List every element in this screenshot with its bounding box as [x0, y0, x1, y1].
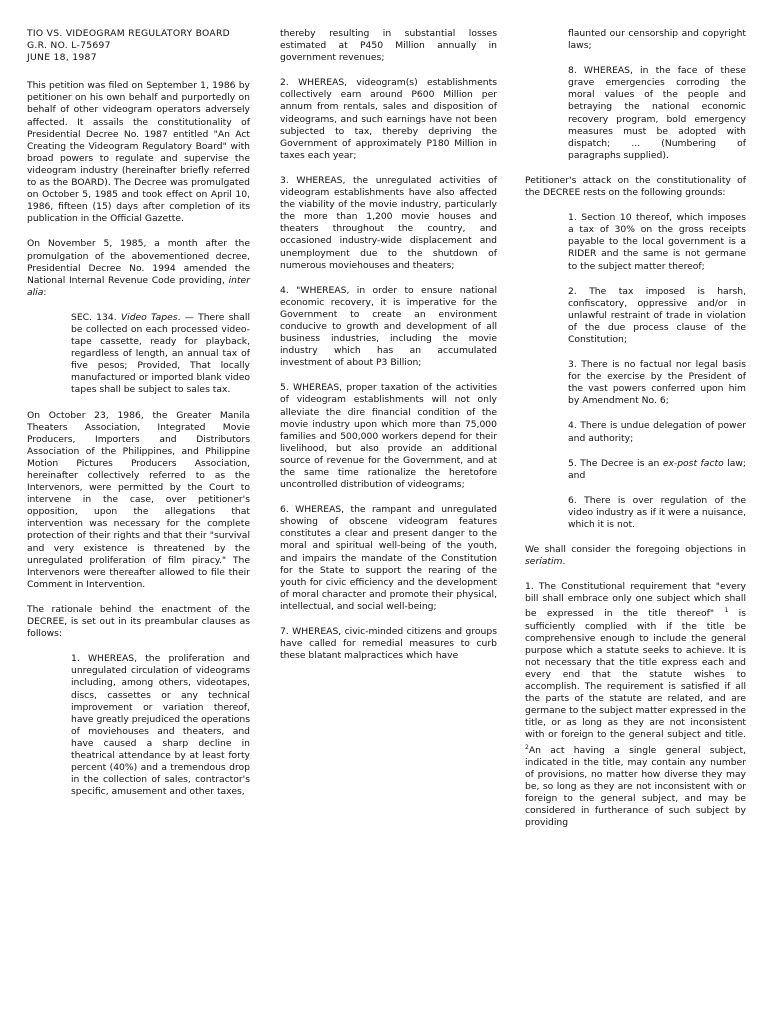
paragraph-title-requirement [525, 581, 746, 829]
emphasis: inter alia [27, 274, 250, 298]
paragraph-intervenors: On October 23, 1986, the Greater Manila Theaters Association, Integrated Movie Producers, Importers and Distributors Association of the Philippines, and Philippine Motion Pictures Producers Association, hereinafter collectively referred to as the Intervenors, were permitted by the Court to intervene in the case, over petitioner's opposition, upon the allegations that intervention was necessary for the complete protection of their rights and that their "survival and very existence is threatened by the unregulated proliferation of film piracy." The Intervenors were thereafter allowed to file their Comment in Intervention. [27, 409, 250, 590]
whereas-clause-5: 5. WHEREAS, proper taxation of the activities of videogram establishments will not only alleviate the dire financial condition of the movie industry upon which more than 75,000 families and 500,000 workers depend for their livelihood, but also provide an additional source of revenue for the Government, and at the same time rationalize the heretofore uncontrolled distribution of videograms; [280, 382, 497, 491]
ground-4: 4. There is undue delegation of power and authority; [568, 420, 746, 444]
text: On November 5, 1985, a month after the promulgation of the abovementioned decree, Presidential Decree No. 1994 amended the National Internal Revenue Code providing, [27, 238, 250, 286]
emphasis: seriatim [525, 556, 563, 568]
text: We shall consider the foregoing objections in [525, 544, 746, 556]
paragraph-rationale: The rationale behind the enactment of the DECREE, is set out in its preambular clauses as follows: [27, 603, 250, 640]
paragraph-seriatim [525, 544, 746, 568]
case-header [27, 28, 250, 64]
ground-5 [568, 458, 746, 482]
text: SEC. 134. [71, 311, 121, 323]
footnote-ref[interactable]: 2 [525, 743, 529, 751]
text: is sufficiently complied with if the title be comprehensive enough to include the general purpose which a statute seeks to achieve. It is not necessary that the title express each and every end that the statute wishes to accomplish. The requirement is satisfied if all the parts of the statute are related, and are germane to the subject matter expressed in the title, or as long as they are not inconsistent with or foreign to the general subject and title. [525, 608, 746, 741]
column-1 [27, 28, 250, 811]
whereas-clause-6: 6. WHEREAS, the rampant and unregulated showing of obscene videogram features constitutes a clear and present danger to the moral and spiritual well-being of the youth, and impairs the mandate of the Constitution for the State to support the rearing of the youth for civic efficiency and the development of moral character and promote their physical, intellectual, and social well-being; [280, 504, 497, 612]
case-number: G.R. NO. L-75697 [27, 40, 111, 52]
ground-6: 6. There is over regulation of the video industry as if it were a nuisance, which it is not. [568, 494, 746, 530]
whereas-clause-2: 2. WHEREAS, videogram(s) establishments collectively earn around P600 Million per annum from rentals, sales and disposition of videograms, and such earnings have not been subjected to tax, thereby depriving the Government of approximately P180 Million in taxes each year; [280, 77, 497, 161]
footnote-ref[interactable]: 1 [724, 607, 729, 615]
text: : [43, 286, 47, 298]
whereas-clause-8: 8. WHEREAS, in the face of these grave emergencies corroding the moral values of the people and betraying the national economic recovery program, bold emergency measures must be adopted with dispatch; ... (Numbering of paragraphs supplied). [568, 65, 746, 161]
paragraph-attack: Petitioner's attack on the constitutionality of the DECREE rests on the following grounds: [525, 174, 746, 199]
text: . — There shall be collected on each processed video-tape cassette, ready for playback, regardless of length, an annual tax of five pesos; Provided, That locally manufactured or imported blank video tapes shall be subject to sales tax. [71, 311, 250, 396]
case-title: TIO VS. VIDEOGRAM REGULATORY BOARD [27, 28, 231, 39]
text: law; and [568, 457, 746, 481]
emphasis: Video Tapes [120, 311, 178, 323]
quoted-section-134 [71, 312, 250, 397]
whereas-clause-7-continued: flaunted our censorship and copyright laws; [568, 28, 746, 52]
ground-3: 3. There is no factual nor legal basis for the exercise by the President of the vast powers conferred upon him by Amendment No. 6; [568, 359, 746, 407]
text: . [562, 556, 566, 568]
case-date: JUNE 18, 1987 [27, 52, 97, 64]
text: 1. The Constitutional requirement that "every bill shall embrace only one subject which shall be expressed in the title thereof" [525, 581, 746, 620]
paragraph-petition: This petition was filed on September 1, 1986 by petitioner on his own behalf and purportedly on behalf of other videogram operators adversely affected. It assails the constitutionality of Presidential Decree No. 1987 entitled "An Act Creating the Videogram Regulatory Board" with broad powers to regulate and supervise the videogram industry (hereinafter briefly referred to as the BOARD). The Decree was promulgated on October 5, 1985 and took effect on April 10, 1986, fifteen (15) days after completion of its publication in the Official Gazette. [27, 80, 250, 225]
whereas-clause-7: 7. WHEREAS, civic-minded citizens and groups have called for remedial measures to curb these blatant malpractices which have [280, 626, 497, 662]
paragraph-amendment [27, 238, 250, 298]
column-2 [280, 28, 497, 675]
whereas-clause-1-continued: thereby resulting in substantial losses estimated at P450 Million annually in government revenues; [280, 28, 497, 64]
text: An act having a single general subject, indicated in the title, may contain any number of provisions, no matter how diverse they may be, so long as they are not inconsistent with or foreign to the general subject, and may be considered in furtherance of such subject by providing [525, 744, 746, 829]
ground-2: 2. The tax imposed is harsh, confiscatory, oppressive and/or in unlawful restraint of trade in violation of the due process clause of the Constitution; [568, 285, 746, 345]
whereas-clause-4: 4. "WHEREAS, in order to ensure national economic recovery, it is imperative for the Government to create an environment conducive to growth and development of all business industries, including the movie industry which has an accumulated investment of about P3 Billion; [280, 284, 497, 369]
column-3 [525, 28, 746, 842]
emphasis: ex-post facto [662, 457, 724, 469]
whereas-clause-1: 1. WHEREAS, the proliferation and unregulated circulation of videograms including, among others, videotapes, discs, cassettes or any technical improvement or variation thereof, have greatly prejudiced the operations of moviehouses and theaters, and have caused a sharp decline in theatrical attendance by at least forty percent (40%) and a tremendous drop in the collection of sales, contractor's specific, amusement and other taxes, [71, 653, 250, 798]
text: 5. The Decree is an [568, 457, 663, 469]
ground-1: 1. Section 10 thereof, which imposes a tax of 30% on the gross receipts payable to the local government is a RIDER and the same is not germane to the subject matter thereof; [568, 212, 746, 272]
whereas-clause-3: 3. WHEREAS, the unregulated activities of videogram establishments have also affected the viability of the movie industry, particularly the more than 1,200 movie houses and theaters throughout the country, and occasioned industry-wide displacement and unemployment due to the shutdown of numerous moviehouses and theaters; [280, 174, 497, 271]
